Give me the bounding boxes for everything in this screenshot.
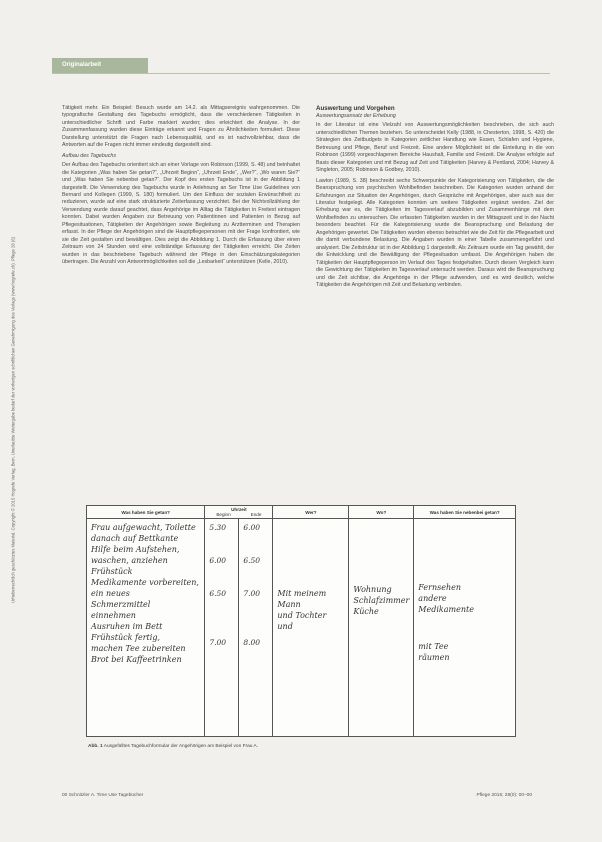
- footer-citation: Pflege 2015; 28(0): 00–00: [476, 793, 532, 798]
- section-tab: Originalarbeit: [52, 58, 148, 73]
- hw-activity: einnehmen: [91, 611, 136, 620]
- hw-activity: Schmerzmittel: [91, 600, 151, 609]
- caption-label: Abb. 1: [88, 744, 103, 749]
- handwritten-where: [349, 519, 414, 737]
- handwritten-who: [273, 519, 349, 737]
- hw-activity: waschen, anziehen: [91, 556, 168, 565]
- hw-side: mit Tee: [418, 642, 449, 651]
- diary-table: [86, 505, 516, 737]
- col-header-where: Wo?: [349, 506, 414, 519]
- right-column: [316, 105, 554, 292]
- side-copyright-note: [8, 90, 18, 750]
- handwritten-end-times: [239, 519, 273, 737]
- left-column: [62, 105, 300, 270]
- caption-text: Ausgefülltes Tagebuchformular der Angehörigen am Beispiel von Frau A.: [103, 744, 259, 749]
- hw-start: 5.30: [209, 523, 227, 532]
- figure-caption: [88, 744, 258, 749]
- handwritten-activities: [87, 519, 205, 737]
- hw-side: räumen: [418, 653, 450, 662]
- hw-where: Wohnung: [353, 585, 392, 594]
- col-header-activity: Was haben Sie getan?: [87, 506, 205, 519]
- col-header-who: Wer?: [273, 506, 349, 519]
- hw-who: und: [277, 622, 293, 631]
- col-header-start: Beginn: [216, 512, 231, 517]
- hw-side: Fernsehen: [418, 583, 461, 592]
- handwritten-side-activity: [414, 519, 516, 737]
- hw-end: 6.00: [243, 523, 261, 532]
- right-paragraph-1: In der Literatur ist eine Vielzahl von Auswertungsmöglichkeiten beschrieben, die sich auch unterschiedlichen Themen beziehen. So unterscheidet Kelly (1988, in Chesterton, 1998, S. 420) die Strategien des Zeitbudgets in Kategorien zeitlicher Handlung wie Essen, Schlafen und Hygiene, Betreuung und Pflege, Beruf und Freizeit. Eine andere Möglichkeit ist die Einteilung in die von Robinson (1999) vorgeschlagenen Bereiche Haushalt, Familie und Freizeit. Die Analyse erfolgte auf Basis dieser Kategorien und mit Bezug auf Zeit und Tätigkeiten (Harvey & Pentland, 2004; Harvey & Singleton, 2005; Robinson & Godbey, 2010).: [316, 122, 554, 174]
- footer-left: [62, 793, 143, 798]
- diary-figure: [86, 505, 516, 737]
- left-subheading: Aufbau des Tagebuchs: [62, 152, 116, 159]
- hw-activity: Ausruhen im Bett: [91, 622, 163, 631]
- hw-end: 7.00: [243, 589, 261, 598]
- hw-activity: Brot bei Kaffeetrinken: [91, 655, 182, 664]
- hw-start: 6.00: [209, 556, 227, 565]
- side-copyright-text: Urheberrechtlich geschütztes Material. Copyright © 2015 Hogrefe Verlag, Bern. Unerlaubte Weitergabe bedarf der vorherigen schriftlichen Genehmigung des Verlags (www.hogrefe.ch). Pflege 28 (6): [10, 237, 16, 603]
- hw-activity: Medikamente vorbereiten, ein neues: [91, 578, 199, 598]
- hw-activity: Frau aufgewacht, Toilette: [91, 523, 196, 532]
- hw-activity: Hilfe beim Aufstehen,: [91, 545, 180, 554]
- hw-end: 8.00: [243, 638, 261, 647]
- hw-activity: Frühstück fertig,: [91, 633, 160, 642]
- col-header-side-activity: Was haben Sie nebenbei getan?: [414, 506, 516, 519]
- right-paragraph-2: Lawton (1989, S. 38) beschreibt sechs Schwerpunkte der Kategorisierung von Tätigkeiten, die die Beanspruchung von psychischen Wohlbefinden beschreiben. Die Kategorien wurden anhand der Erfahrungen zur Situation der Angehörigen, durch Gespräche mit Angehörigen, aber auch aus der Literatur festgelegt. Alle Kategorien konnten um weitere Tätigkeiten ergänzt werden. Ziel der Erhebung war es, die Tätigkeiten im Tagesverlauf abzubilden und Zusammenhänge mit dem Wohlbefinden zu untersuchen. Die erfassten Tätigkeiten wurden in der Mittagszeit und in der Nacht besonders beachtet. Für die Kategorisierung wurde die Beanspruchung und Belastung der Angehörigen gewertet. Die Tätigkeiten wurden ebenso betrachtet wie die Zeit für die Pflegearbeit und die damit verbundene Belastung. Die Angaben wurden in einer Tabelle zusammengeführt und analysiert. Die Zeitstruktur ist in der Abbildung 1 dargestellt. Als Zeitraum wurde ein Tag gewählt, der die Entwicklung und die Bewältigung der Pflegesituation umfasst. Die Angehörigen haben die Tätigkeiten der Hauptpflegeperson im Verlauf des Tages festgehalten. Durch diesen Vergleich kann die Gewichtung der Tätigkeiten im Tagesverlauf untersucht werden. Daraus wird die Beanspruchung und die Zeit sichtbar, die Angehörige in der Pflege aufwenden, und es wird deutlich, welche Tätigkeiten die Angehörigen mit Zeit und Belastung verbinden.: [316, 177, 554, 288]
- left-paragraph-1: Tätigkeit mehr. Ein Beispiel: Besuch wurde am 14.2. als Mittagsereignis wahrgenommen. Die typografische Gestaltung des Tagebuchs ermöglicht, dass die verschiedenen Tätigkeiten in unterschiedlicher Schrift und Farbe markiert wurden; dies erleichtert die Analyse. In der Zusammenfassung wurden diese Einträge erkannt und Fragen zu Ähnlichkeiten formuliert. Diese Darstellung unterstützt die Fragen nach Lebensqualität, und es ist nachvollziehbar, dass die Antworten auf die Fragen nicht immer eindeutig dargestellt sind.: [62, 105, 300, 149]
- col-header-end: Ende: [250, 512, 262, 517]
- hw-who: und Tochter: [277, 611, 327, 620]
- hw-end: 6.50: [243, 556, 261, 565]
- page-number: 00: [62, 793, 68, 798]
- right-heading: Auswertung und Vorgehen: [316, 105, 395, 112]
- hw-where: Küche: [353, 607, 379, 616]
- hw-start: 6.50: [209, 589, 227, 598]
- hw-start: 7.00: [209, 638, 227, 647]
- handwritten-start-times: [205, 519, 239, 737]
- right-subheading: Auswertungsansatz der Erhebung: [316, 113, 396, 119]
- col-header-time-label: Uhrzeit: [231, 507, 247, 512]
- hw-where: Schlafzimmer: [353, 596, 410, 605]
- hw-who: Mit meinem Mann: [277, 589, 327, 609]
- running-title: Schnitzler A. Time Use Tagebücher: [68, 793, 144, 798]
- hw-activity: machen Tee zubereiten: [91, 644, 186, 653]
- hw-activity: danach auf Bettkante: [91, 534, 179, 543]
- hw-side: Medikamente: [418, 605, 474, 614]
- hw-side: andere: [418, 594, 447, 603]
- col-header-time: [205, 506, 273, 519]
- left-paragraph-2: Der Aufbau des Tagebuchs orientiert sich an einer Vorlage von Robinson (1999, S. 48) und beinhaltet die Kategorien „Was haben Sie getan?“, „Uhrzeit Beginn“, „Uhrzeit Ende“, „Wer?“, „Wo waren Sie?“ und „Was haben Sie nebenbei getan?“. Der Kopf des ersten Tagebuchs ist in der Abbildung 1 dargestellt. Die Verwendung des Tagebuchs wurde in Anlehnung an Ser Time Use Guidelines von Bernard und Kollegen (1999, S. 180) formuliert. Um den Einfluss der sozialen Erwünschtheit zu reduzieren, wurde auf eine stark strukturierte Zeiterfassung verzichtet. Bei der Nichtvollzählung der Verwendung wurde darauf geachtet, dass Angehörige im Alltag die Tätigkeiten in Freitext eintragen konnten. Dabei wurden Angaben zur Betreuung von Patientinnen und Patienten in Bezug auf Pflegesituationen, Tätigkeiten der Angehörigen sowie Begleitung zu Arztterminen und Therapien erfasst. In der Pflege der Angehörigen sind die Hauptpflegepersonen mit der Frage konfrontiert, wie sie die Zeit gestalten und bewältigen. Dies zeigt die Abbildung 1. Durch die Erfassung über einen Zeitraum von 24 Stunden wird eine vollständige Erfassung der Tätigkeiten erreicht. Die Zeiten wurden in das beschriebene Tagebuch während der Pflege in den Einschätzungskategorien übertragen. Die Anzahl von Antwortmöglichkeiten soll die „Lesbarkeit“ unterstützen (Kelle, 2010).: [62, 162, 300, 266]
- hw-activity: Frühstück: [91, 567, 133, 576]
- header-rule: [52, 73, 550, 74]
